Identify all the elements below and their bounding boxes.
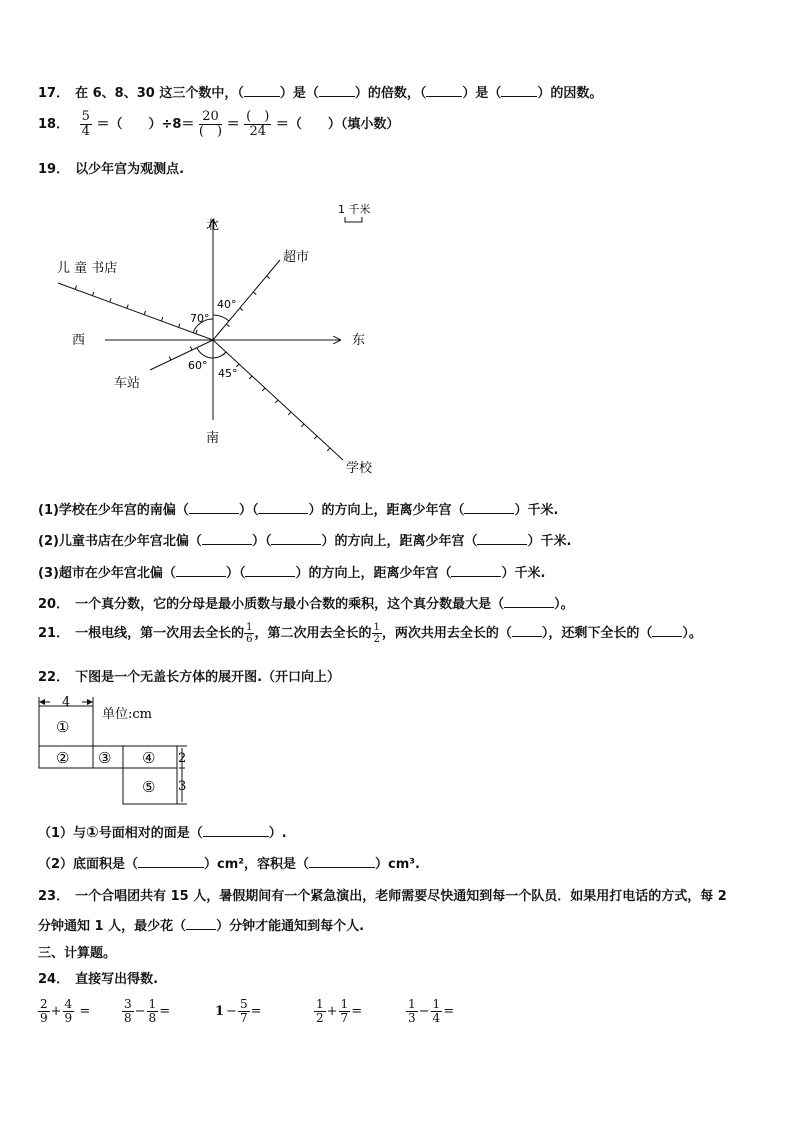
label-station: 车站 [114,376,141,391]
label-bookstore: 儿 童 书店 [57,261,118,276]
answer-blank[interactable] [512,624,542,637]
question-21: 21． 一根电线，第一次用去全长的 $\frac{1}{6}$ ，第二次用去全长的 $\frac{1}{2}$ ，两次共用去全长的（ ），还剩下全长的（ ）。 [38,622,702,645]
question-20: 20． 一个真分数，它的分母是最小质数与最小合数的乘积，这个真分数最大是（ ）。 [38,597,574,612]
question-number: 23． [38,889,70,904]
question-number: 22． [38,670,70,685]
scale-tick [288,412,291,415]
angle-40: 40° [217,298,237,311]
answer-blank[interactable] [258,501,308,514]
fraction: $\frac{5}{4}$ [81,109,90,139]
scale-tick [75,286,76,290]
answer-blank[interactable] [202,532,252,545]
question-22 [38,666,340,685]
question-text: 下图是一个无盖长方体的展开图.（开口向上） [75,670,341,685]
scale-tick [249,376,252,379]
answer-blank[interactable] [477,532,527,545]
scale-tick [144,311,145,315]
dim-top: 4 [62,695,71,710]
face-5: ⑤ [142,778,156,796]
angle-arc [213,315,229,321]
answer-blank[interactable] [319,84,355,97]
scale-tick [314,436,317,439]
answer-blank[interactable] [138,855,204,868]
equation-text: ＝（ ）（填小数） [275,117,400,132]
face-4: ④ [142,749,156,767]
label-west: 西 [72,333,86,348]
scale-tick [179,324,180,328]
scale-tick [190,346,192,350]
question-22-1: （1）与①号面相对的面是（ ）. [38,823,287,841]
answer-blank[interactable] [245,564,295,577]
scale-tick [127,305,128,309]
face-2: ② [56,749,70,767]
answer-blank[interactable] [244,84,280,97]
scale-bar [345,217,362,222]
question-number: 19． [38,162,70,177]
question-number: 18． [38,117,70,132]
face-1: ① [56,718,70,736]
dim-right-3: 3 [178,779,187,794]
answer-blank[interactable] [176,564,226,577]
question-number: 21． [38,626,70,641]
answer-blank[interactable] [309,855,375,868]
fraction: $\frac{20}{( )}$ [198,109,223,139]
scale-tick [196,330,197,334]
scale-tick [301,424,304,427]
calc-item: $\frac{2}{9}$ + $\frac{4}{9}$ = [40,997,91,1025]
face-3: ③ [98,749,112,767]
label-supermarket: 超市 [283,250,310,265]
question-number: 24． [38,972,70,987]
answer-blank[interactable] [271,532,321,545]
calc-item: 1 − $\frac{5}{7}$ = [215,997,262,1025]
scale-tick [327,448,330,451]
scale-tick [169,356,171,360]
equation-text: ＝（ ）÷8＝ [96,117,195,132]
scale-tick [92,292,93,296]
question-23: 23． 一个合唱团共有 15 人，暑假期间有一个紧急演出，老师需要尽快通知到每一个队员．如果用打电话的方式，每 2 [38,889,727,904]
label-east: 东 [352,333,366,348]
question-19-3: (3)超市在少年宫北偏（ ）（ ）的方向上，距离少年宫（ ）千米. [38,566,546,581]
angle-60: 60° [188,359,208,372]
scale-label: 1 千米 [338,203,371,216]
label-north: 北 [206,218,220,233]
fraction: $\frac{1}{6}$ [246,622,253,645]
question-19 [38,158,184,177]
answer-blank[interactable] [189,501,239,514]
question-number: 20． [38,597,70,612]
question-18: 18． $\frac{5}{4}$ ＝（ ）÷8＝ $\frac{20}{( )}$ ＝ $\frac{( )}{24}$ ＝（ ）（填小数） [38,109,400,139]
dim-right-2: 2 [178,751,187,766]
answer-blank[interactable] [186,917,216,930]
question-17: 17． 在 6、8、30 这三个数中，（ ）是（ ）的倍数，（ ）是（ ）的因数。 [38,86,603,101]
scale-tick [262,388,265,391]
question-22-2: （2）底面积是（ ）cm²，容积是（ ）cm³. [38,857,420,872]
calc-item: $\frac{1}{2}$ + $\frac{1}{7}$ = [316,997,363,1025]
fraction: $\frac{1}{2}$ [373,622,380,645]
angle-45: 45° [218,367,238,380]
question-19-2: (2)儿童书店在少年宫北偏（ ）（ ）的方向上，距离少年宫（ ）千米. [38,534,572,549]
label-school: 学校 [346,461,373,476]
scale-tick [110,298,111,302]
section-heading: 三、计算题。 [38,946,117,961]
question-23-cont: 分钟通知 1 人，最少花（ ）分钟才能通知到每个人. [38,919,365,934]
question-24: 24． 直接写出得数. [38,972,159,987]
label-south: 南 [206,431,220,446]
direction-diagram [40,195,400,485]
answer-blank[interactable] [426,84,462,97]
answer-blank[interactable] [501,84,537,97]
scale-tick [240,308,243,311]
question-19-1: (1)学校在少年宫的南偏（ ）（ ）的方向上，距离少年宫（ ）千米. [38,503,559,518]
answer-blank[interactable] [652,624,682,637]
angle-70: 70° [190,312,210,325]
scale-tick [275,400,278,403]
calc-item: $\frac{3}{8}$ − $\frac{1}{8}$ = [124,997,171,1025]
answer-blank[interactable] [464,501,514,514]
answer-blank[interactable] [451,564,501,577]
calc-item: $\frac{1}{3}$ − $\frac{1}{4}$ = [408,997,455,1025]
answer-blank[interactable] [504,595,554,608]
answer-blank[interactable] [203,824,269,837]
scale-tick [253,292,256,295]
fraction: $\frac{( )}{24}$ [246,109,270,139]
angle-arc [213,352,226,358]
question-text: 以少年宫为观测点. [75,162,185,177]
scale-tick [161,317,162,321]
scale-tick [226,324,229,327]
angle-arc [197,348,213,358]
scale-tick [267,276,270,279]
question-number: 17． [38,86,70,101]
unit-label: 单位:cm [102,707,152,722]
cuboid-net-diagram [30,692,230,807]
